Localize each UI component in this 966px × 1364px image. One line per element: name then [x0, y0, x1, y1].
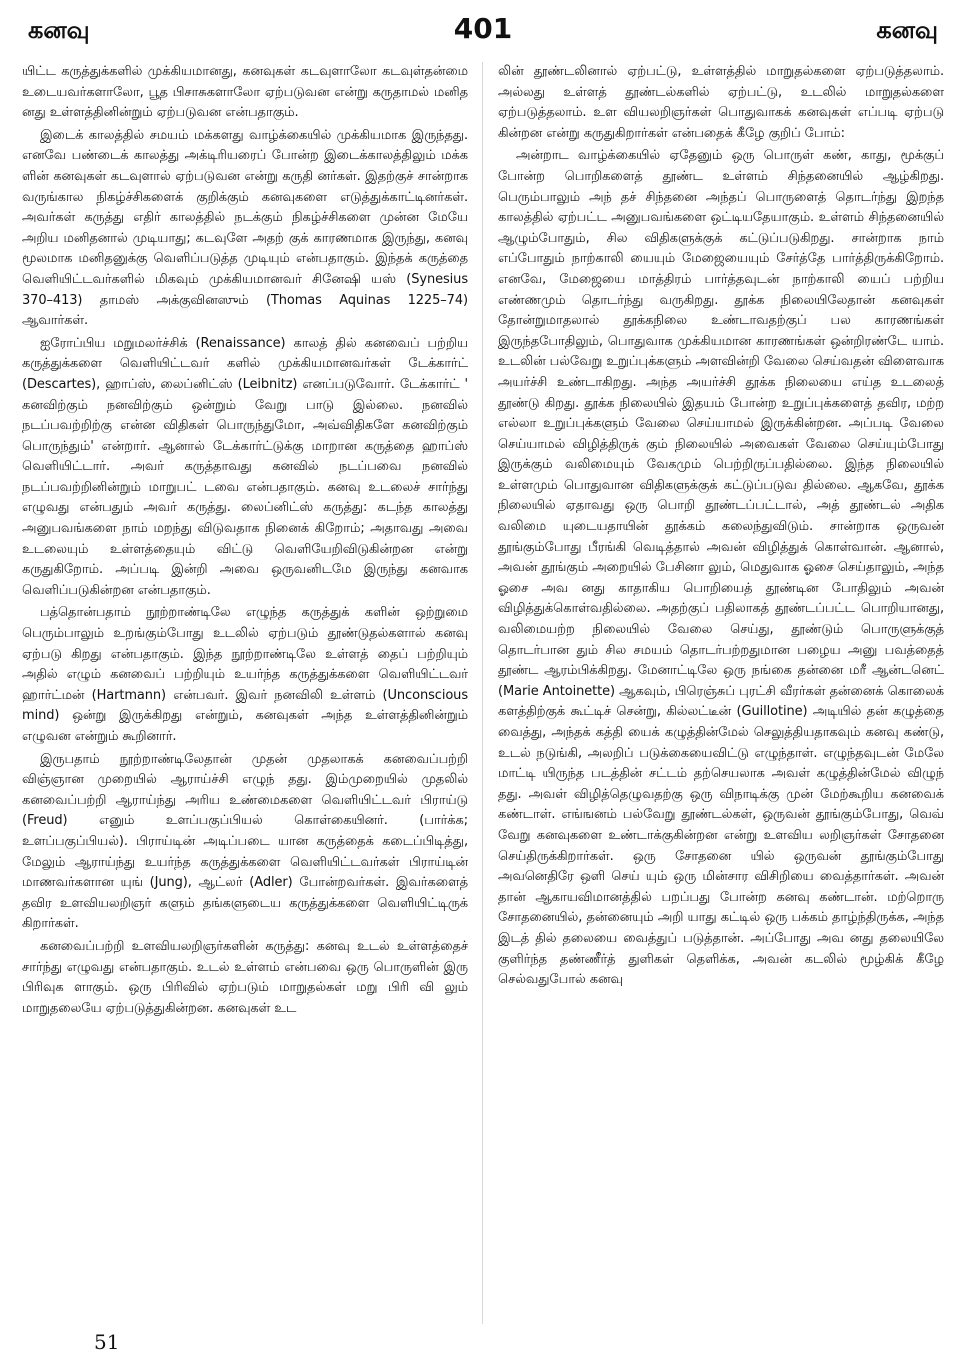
column-divider [482, 62, 483, 1324]
left-column [22, 62, 468, 1324]
paragraph: லின் தூண்டலினால் ஏற்பட்டு, உள்ளத்தில் மாறுதல்களை ஏற்படுத்தலாம். அல்லது உள்ளத் தூண்டல்களில் ஏற்பட்டு, உடலில் மாறுதல்களை ஏற்படுத்தலாம். உள வியலறிஞர்கள் பொதுவாகக் கனவுகள் எப்படி ஏற்படு கின்றன என்று கருதுகிறார்கள் என்பதைக் கீழே குறிப் போம்: [498, 64, 944, 141]
paragraph: இடைக் காலத்தில் சமயம் மக்களது வாழ்க்கையில் முக்கியமாக இருந்தது. எனவே பண்டைக் காலத்து அக்டிரியரைப் போன்ற இடைக்காலத்திலும் மக்க ளின் கனவுகள் கடவுளால் ஏற்படுவன என்று கருதி னர்கள். இதற்குச் சான்றாக வருங்கால நிகழ்ச்சிகளைக் குறிக்கும் கனவுகளை எடுத்துக்காட்டினர்கள். அவர்கள் கருத்து எதிர் காலத்தில் நடக்கும் நிகழ்ச்சிகளை முன்ன மேயே அறிய மனிதனால் முடியாது; கடவுளே அதற் குக் காரணமாக இருந்து, கனவு மூலமாக மனிதனுக்கு வெளிப்படுத்த முடியும் என்பதாகும். இந்தக் கருத்தை வெளியிட்டவர்களில் மிகவும் முக்கியமானவர் சினேஷி யஸ் (Synesius 370–413) தாமஸ் அக்குவினஸும் (Thomas Aquinas 1225–74) ஆவார்கள். [22, 127, 468, 329]
running-head-right: கனவு [876, 16, 938, 44]
page-header [24, 8, 942, 52]
paragraph: ஐரோப்பிய மறுமலர்ச்சிக் (Renaissance) காலத் தில் கனவைப் பற்றிய கருத்துக்களை வெளியிட்டவர் களில் முக்கியமானவர்கள் டேக்கார்ட் (Descartes), ஹாப்ஸ், லைப்னிட்ஸ் (Leibnitz) எனப்படுவோர். டேக்கார்ட் ' கனவிற்கும் நனவிற்கும் ஒன்றும் வேறு பாடு இல்லை. நனவில் நடப்பவற்றிற்கு என்ன விதிகள் பொருந்துமோ, அவ்விதிகளே கனவிற்கும் பொருந்தும்' என்றார். ஆனால் டேக்கார்ட்டுக்கு மாறான கருத்தை ஹாப்ஸ் வெளியிட்டார். அவர் கருத்தாவது கனவில் நடப்பவை நனவில் நடப்பவற்றினின்றும் மாறுபட் டவை என்பதாகும். கனவு உடலைச் சார்ந்து எழுவது என்பதும் அவர் கருத்து. லைப்னிட்ஸ் கருத்து: கடந்த காலத்து அனுபவங்களை நாம் மறந்து விடுவதாக நினைக் கிறோம்; அதாவது அவை உடலையும் உள்ளத்தையும் விட்டு வெளியேறிவிடுகின்றன என்று கருதுகிறோம். அப்படி இன்றி அவை ஒருவனிடமே இருந்து கனவாக வெளிப்படுகின்றன என்பதாகும். [22, 335, 468, 598]
footer-page-mark: 51 [94, 1330, 120, 1354]
paragraph: இருபதாம் நூற்றாண்டிலேதான் முதன் முதலாகக் கனவைப்பற்றி விஞ்ஞான முறையில் ஆராய்ச்சி எழுந் தது. இம்முறையில் முதலில் கனவைப்பற்றி ஆராய்ந்து அரிய உண்மைகளை வெளியிட்டவர் பிராய்டு (Freud) எனும் உளப்பகுப்பியல் கொள்கையினர். (பார்க்க; உளப்பகுப்பியல்). பிராய்டின் அடிப்படை யான கருத்தைக் கடைப்பிடித்து, மேலும் ஆராய்ந்து உயர்ந்த கருத்துக்களை வெளியிட்டவர்கள் பிராய்டின் மாணவர்களான யுங் (Jung), ஆட்லர் (Adler) போன்றவர்கள். இவர்களைத் தவிர உளவியலறிஞர் களும் தங்களுடைய கருத்துக்களை வெளியிட்டிருக் கிறார்கள். [22, 751, 468, 932]
paragraph: பத்தொன்பதாம் நூற்றாண்டிலே எழுந்த கருத்துக் களின் ஒற்றுமை பெரும்பாலும் உறங்கும்போது உடலில் ஏற்படும் தூண்டுதல்களால் கனவு ஏற்படு கிறது என்பதாகும். இந்த நூற்றாண்டிலே உள்ளத் தைப் பற்றியும் அதில் எழும் கனவைப் பற்றியும் உயர்ந்த கருத்துக்களை வெளியிட்டவர் ஹார்ட்மன் (Hartmann) என்பவர். இவர் நனவிலி உள்ளம் (Unconscious mind) ஒன்று இருக்கிறது என்றும், கனவுகள் அந்த உள்ளத்தினின்றும் எழுவன என்றும் கூறினார். [22, 605, 468, 744]
page-number: 401 [453, 12, 513, 45]
running-head-left: கனவு [28, 16, 90, 44]
right-column [498, 62, 944, 1324]
paragraph: அன்றாட வாழ்க்கையில் ஏதேனும் ஒரு பொருள் கண், காது, மூக்குப் போன்ற பொறிகளைத் தூண்ட உள்ளம் சிந்தனையில் ஆழ்கிறது. பெரும்பாலும் அந் தச் சிந்தனை அந்தப் பொருளைத் தொடர்ந்து இறந்த காலத்தில் ஏற்பட்ட அனுபவங்களை ஒட்டியதேயாகும். உள்ளம் சிந்தனையில் ஆழும்போதும், சில விதிகளுக்குக் கட்டுப்படுகிறது. சான்றாக நாம் எப்போதும் நாற்காலி யையும் மேஜையையும் சேர்த்தே பார்த்திருக்கிறோம். எனவே, மேஜையை மாத்திரம் பார்த்தவுடன் நாற்காலி யைப் பற்றிய எண்ணமும் தொடர்ந்து வருகிறது. தூக்க நிலையிலேதான் கனவுகள் தோன்றுமாதலால் தூக்கநிலை உண்டாவதற்குப் பல காரணங்கள் இருந்தபோதிலும், பொதுவாக முக்கியமான காரணங்கள் ஒன்றிரண்டே யாம். உடலின் பல்வேறு உறுப்புக்களும் அளவின்றி வேலை செய்வதன் விளைவாக அயர்ச்சி உண்டாகிறது. அந்த அயர்ச்சி தூக்க நிலையை எய்த உடலைத் தூண்டு கிறது. தூக்க நிலையில் இதயம் போன்ற உறுப்புக்களைத் தவிர, மற்ற எல்லா உறுப்புக்களும் வேலை செய்யாமல் இருக்கின்றன. அப்படி வேலை செய்யாமல் விழித்திருக் கும் நிலையில் அவைகள் வேலை செய்யும்போது இருக்கும் வலிமையும் வேகமும் பெற்றிருப்பதில்லை. இந்த நிலையில் உள்ளமும் பொதுவான விதிகளுக்குக் கட்டுப்படுவ தில்லை. ஆகவே, தூக்க நிலையில் ஏதாவது ஒரு பொறி தூண்டப்பட்டால், அத் தூண்டல் அதிக வலிமை யுடையதாயின் தூக்கம் கலைந்துவிடும். சான்றாக ஒருவன் தூங்கும்போது பீரங்கி வெடித்தால் அவன் விழித்துக் கொள்வான். ஆனால், அவன் தூங்கும் அறையில் பேசினா லும், மெதுவாக ஓசை செய்தாலும், அந்த ஓசை அவ னது காதாகிய பொறியைத் தூண்டின போதிலும் அவன் விழித்துக்கொள்வதில்லை. அதற்குப் பதிலாகத் தூண்டப்பட்ட பொறியானது, வலிமையற்ற நிலையில் வேலை செய்து, தூண்டும் பொருளுக்குத் தொடர்பான தும் சில சமயம் தொடர்பற்றதுமான பழைய அனு பவத்தைத் தூண்ட ஆரம்பிக்கிறது. மேனாட்டிலே ஒரு நங்கை தன்னை மரீ ஆன்டனெட் (Marie Antoinette) ஆகவும், பிரெஞ்சுப் புரட்சி வீரர்கள் தன்னைக் கொலைக் களத்திற்குக் கூட்டிச் சென்று, கில்லட்டீன் (Guillotine) அடியில் தன் கழுத்தை வைத்து, அந்தக் கத்தி யைக் கழுத்தின்மேல் செலுத்தியதாகவும் கனவு கண்டு, உடல் நடுங்கி, அலறிப் படுக்கையைவிட்டு எழுந்தாள். எழுந்தவுடன் மேலே மாட்டி யிருந்த படத்தின் சட்டம் தற்செயலாக அவள் கழுத்தின்மேல் விழுந் தது. அவள் விழித்தெழுவதற்கு ஒரு விநாடிக்கு முன் மேற்கூறிய கனவைக் கண்டாள். எங்ஙனம் பல்வேறு தூண்டல்கள், ஒருவன் தூங்கும்போது, வெவ் வேறு கனவுகளை உண்டாக்குகின்றன என்று உளவிய லறிஞர்கள் சோதனை செய்திருக்கிறார்கள். ஒரு சோதனை யில் ஒருவன் தூங்கும்போது அவனெதிரே ஒளி செய் யும் ஒரு மின்சார விசிறியை வைத்தார்கள். அவன் தான் ஆகாயவிமானத்தில் பறப்பது போன்ற கனவு கண்டான். மற்றொரு சோதனையில், தன்னையும் அறி யாது கட்டில் ஒரு பக்கம் தாழ்ந்திருக்க, அந்த இடத் தில் தலையை வைத்துப் படுத்தான். அப்போது அவ னது தலையிலே குளிர்ந்த தண்ணீர்த் துளிகள் தெளிக்க, அவன் கடலில் மூழ்கிக் கீழே செல்வதுபோல் கனவு [498, 148, 944, 988]
paragraph: யிட்ட கருத்துக்களில் முக்கியமானது, கனவுகள் கடவுளாலோ கடவுள்தன்மை உடையவர்களாலோ, பூத பிசாசுகளாலோ ஏற்படுவன என்று கருதாமல் மனித னது உள்ளத்தினின்றும் ஏற்படுவன என்பதாகும். [22, 64, 468, 121]
paragraph: கனவைப்பற்றி உளவியலறிஞர்களின் கருத்து: கனவு உடல் உள்ளத்தைச் சார்ந்து எழுவது என்பதாகும். உடல் உள்ளம் என்பவை ஒரு பொருளின் இரு பிரிவுக ளாகும். ஒரு பிரிவில் ஏற்படும் மாறுதல்கள் மறு பிரி வி லும் மாறுதலையே ஏற்படுத்துகின்றன. கனவுகள் உட [22, 938, 468, 1016]
text-columns [22, 62, 944, 1324]
